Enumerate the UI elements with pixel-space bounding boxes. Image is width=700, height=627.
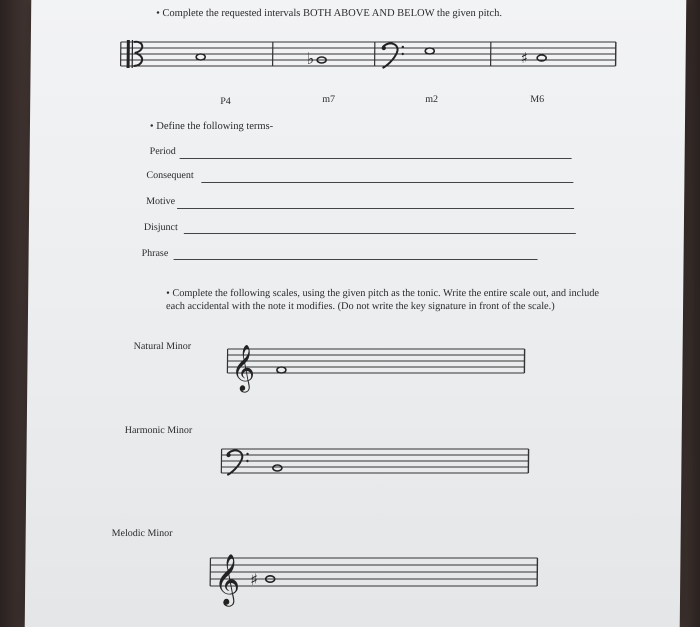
sharp-icon: ♯ (520, 49, 529, 67)
bass-clef-icon (381, 43, 404, 68)
scale-label-natural-minor: Natural Minor (133, 341, 192, 352)
bass-clef-icon (226, 450, 249, 475)
whole-note-icon (196, 54, 205, 60)
answer-line-period (180, 158, 572, 159)
harmonic-minor-staff (221, 445, 531, 485)
scale-label-harmonic-minor: Harmonic Minor (124, 425, 193, 436)
term-consequent: Consequent (146, 170, 194, 181)
answer-line-consequent (201, 182, 573, 183)
scales-instruction: • Complete the following scales, using the given pitch as the tonic. Write the entire scale out, and include each accidental with the note it modifies. (Do not write the key signature in front of the scale.) (166, 288, 600, 312)
flat-icon: ♭ (306, 49, 315, 68)
worksheet-page (25, 0, 687, 627)
scale-label-melodic-minor: Melodic Minor (111, 528, 173, 539)
interval-label-m6: M6 (530, 94, 545, 105)
interval-label-p4: P4 (220, 96, 231, 107)
answer-line-phrase (174, 259, 538, 260)
answer-line-disjunct (184, 233, 576, 234)
whole-note-icon (277, 367, 286, 373)
melodic-minor-staff (210, 552, 541, 607)
natural-minor-staff (227, 345, 528, 395)
term-period: Period (149, 146, 176, 157)
intervals-staff (120, 38, 620, 78)
staff-lines (121, 42, 616, 66)
treble-clef-icon: 𝄞 (213, 554, 241, 605)
interval-label-m7: m7 (322, 94, 336, 105)
answer-line-motive (177, 208, 574, 209)
term-motive: Motive (146, 196, 176, 207)
intervals-instruction: • Complete the requested intervals BOTH ABOVE AND BELOW the given pitch. (156, 8, 503, 19)
treble-clef-icon: 𝄞 (231, 345, 256, 391)
terms-instruction: • Define the following terms- (149, 121, 274, 132)
term-phrase: Phrase (141, 248, 169, 259)
sharp-icon: ♯ (250, 570, 259, 589)
term-disjunct: Disjunct (143, 222, 178, 233)
whole-note-icon (425, 48, 434, 54)
interval-label-m2: m2 (425, 94, 439, 105)
whole-note-icon (273, 465, 282, 471)
